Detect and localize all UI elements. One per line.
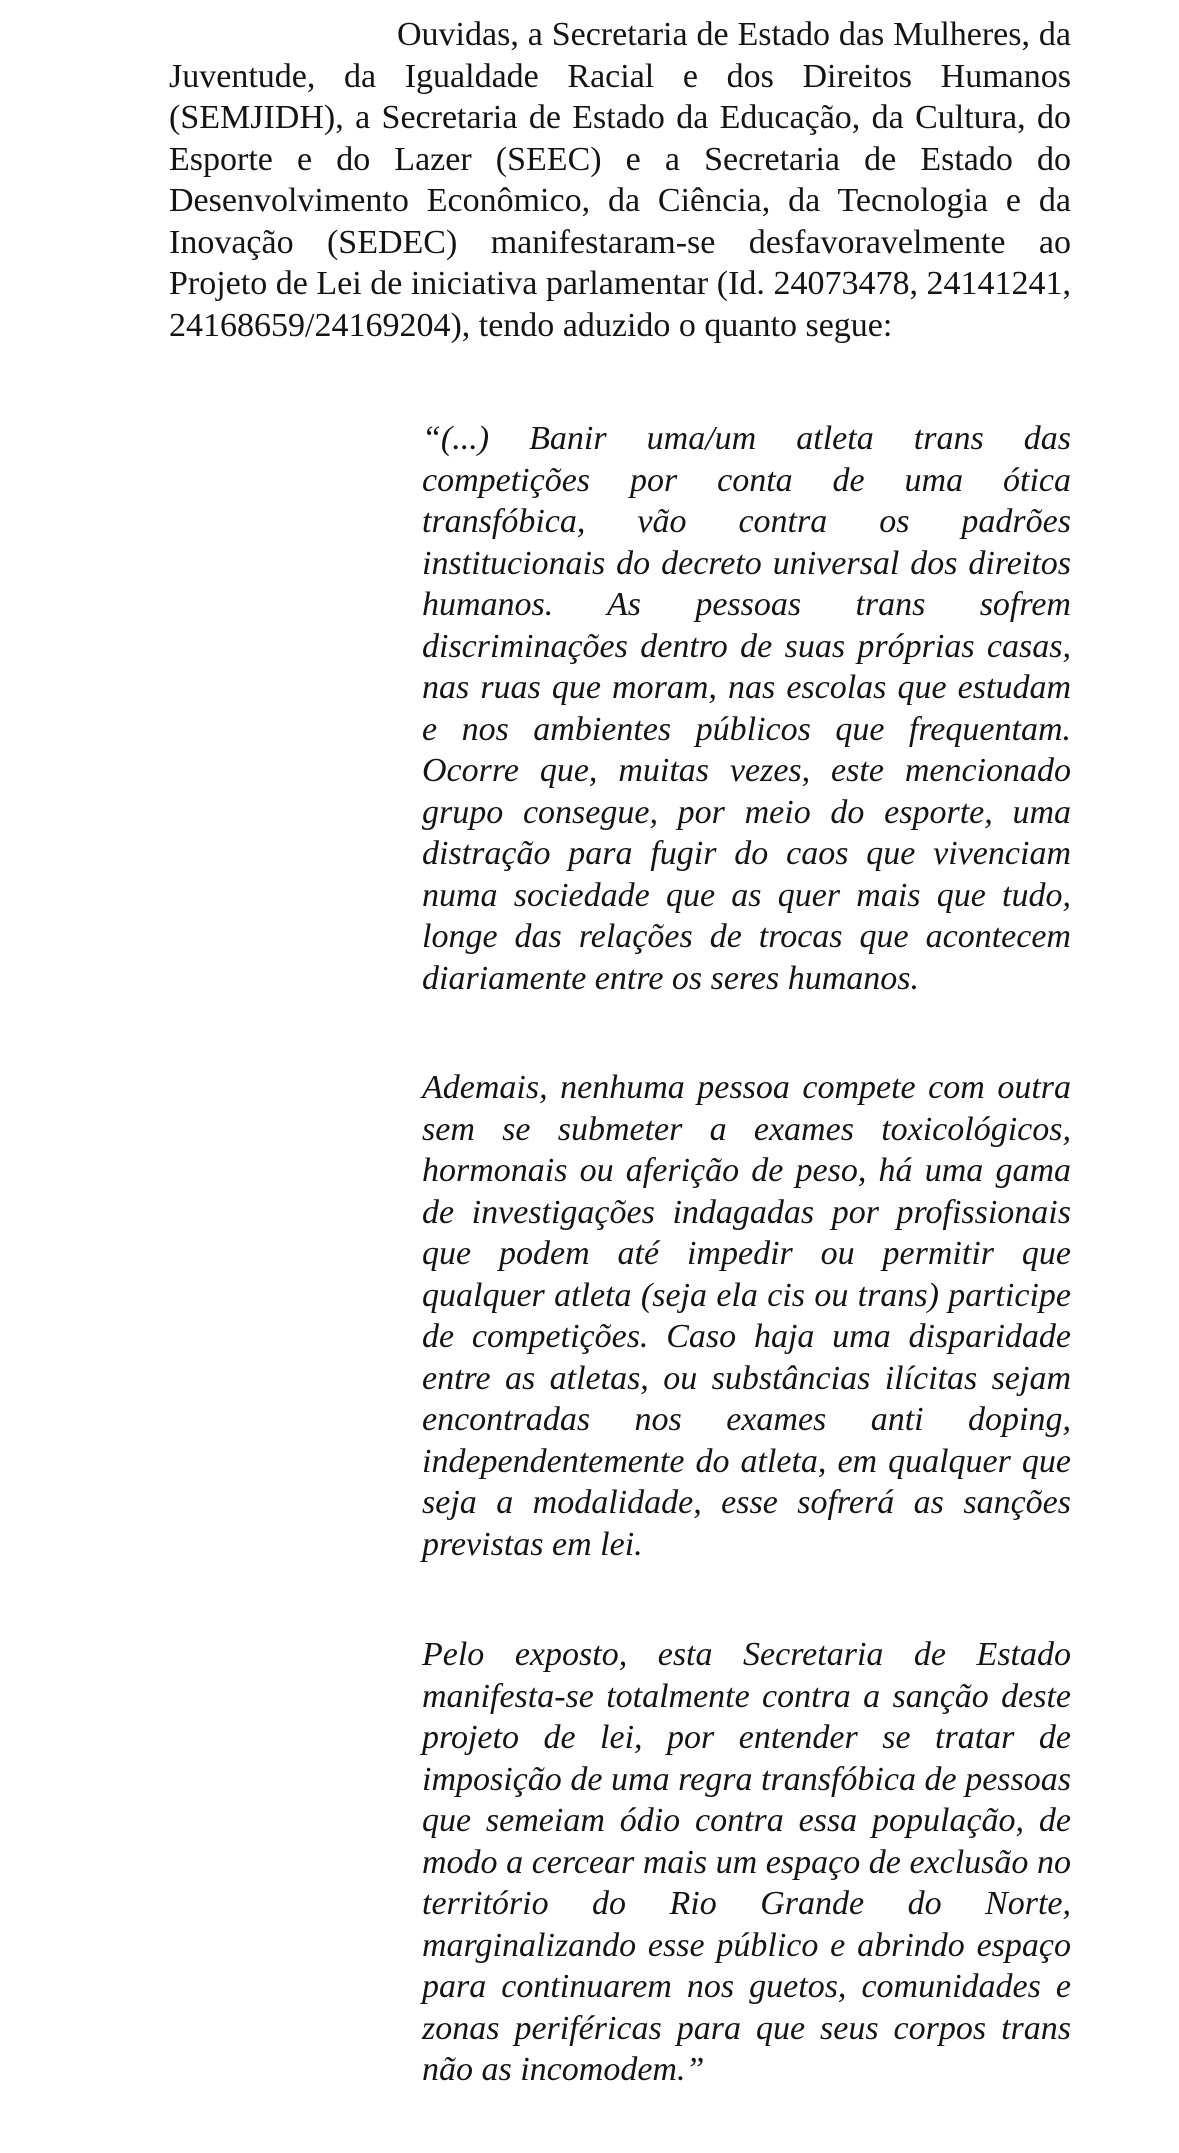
quote-paragraph-1: “(...) Banir uma/um atleta trans das competições por conta de uma ótica transfóbica, vão contra os padrões institucionais do decreto universal dos direitos humanos. As pessoas trans sofrem discriminações dentro de suas próprias casas, nas ruas que moram, nas escolas que estudam e nos ambientes públicos que frequentam. Ocorre que, muitas vezes, este mencionado grupo consegue, por meio do esporte, uma distração para fugir do caos que vivenciam numa sociedade que as quer mais que tudo, longe das relações de trocas que acontecem diariamente entre os seres humanos.: [422, 420, 1071, 997]
quote-paragraph-2: Ademais, nenhuma pessoa compete com outra sem se submeter a exames toxicológicos, hormonais ou aferição de peso, há uma gama de investigações indagadas por profissionais que podem até impedir ou permitir que qualquer atleta (seja ela cis ou trans) participe de competições. Caso haja uma disparidade entre as atletas, ou substâncias ilícitas sejam encontradas nos exames anti doping, independentemente do atleta, em qualquer que seja a modalidade, esse sofrerá as sanções previstas em lei.: [422, 1069, 1071, 1563]
intro-paragraph: Ouvidas, a Secretaria de Estado das Mulheres, da Juventude, da Igualdade Racial e dos Direitos Humanos (SEMJIDH), a Secretaria de Estado da Educação, da Cultura, do Esporte e do Lazer (SEEC) e a Secretaria de Estado do Desenvolvimento Econômico, da Ciência, da Tecnologia e da Inovação (SEDEC) manifestaram-se desfavoravelmente ao Projeto de Lei de iniciativa parlamentar (Id. 24073478, 24141241, 24168659/24169204), tendo aduzido o quanto segue:: [169, 16, 1071, 344]
quote-paragraph-3: Pelo exposto, esta Secretaria de Estado manifesta-se totalmente contra a sanção deste projeto de lei, por entender se tratar de imposição de uma regra transfóbica de pessoas que semeiam ódio contra essa população, de modo a cercear mais um espaço de exclusão no território do Rio Grande do Norte, marginalizando esse público e abrindo espaço para continuarem nos guetos, comunidades e zonas periféricas para que seus corpos trans não as incomodem.”: [422, 1636, 1071, 2088]
